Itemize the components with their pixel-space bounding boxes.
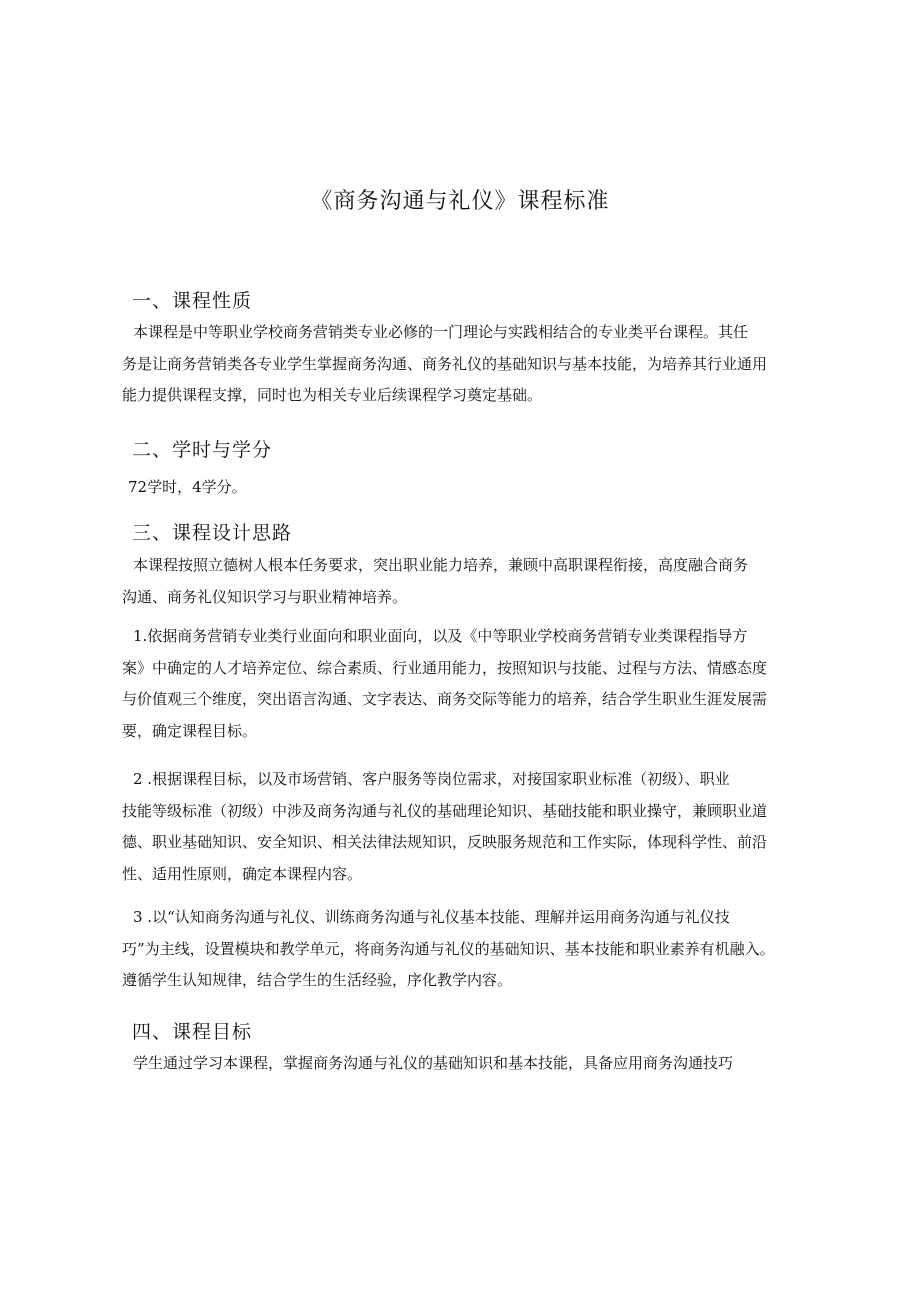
paragraph-line: 要，确定课程目标。 (122, 721, 258, 740)
paragraph-line: 3 .以“认知商务沟通与礼仪、训练商务沟通与礼仪基本技能、理解并运用商务沟通与礼仪技 (133, 908, 730, 926)
paragraph-line: 德、职业基础知识、安全知识、相关法律法规知识，反映服务规范和工作实际，体现科学性、前沿 (122, 833, 768, 851)
paragraph-line: 沟通、商务礼仪知识学习与职业精神培养。 (122, 587, 408, 606)
document-title: 《商务沟通与礼仪》课程标准 (310, 189, 610, 214)
paragraph-line: 2 .根据课程目标，以及市场营销、客户服务等岗位需求，对接国家职业标准（初级）、职业 (133, 770, 730, 788)
paragraph-design-point-2 (122, 764, 830, 890)
paragraph-line: 1.依据商务营销专业类行业面向和职业面向，以及《中等职业学校商务营销专业类课程指导方 (133, 627, 748, 645)
paragraph-line: 案》中确定的人才培养定位、综合素质、行业通用能力，按照知识与技能、过程与方法、情感态度 (122, 658, 768, 677)
paragraph-line: 72学时，4学分。 (128, 478, 247, 496)
paragraph-objectives (122, 1048, 830, 1080)
paragraph-line: 本课程按照立德树人根本任务要求，突出职业能力培养，兼顾中高职课程衔接，高度融合商务 (133, 556, 749, 574)
section-heading-hours-credits: 二、学时与学分 (132, 439, 273, 461)
paragraph-line: 学生通过学习本课程，掌握商务沟通与礼仪的基础知识和基本技能，具备应用商务沟通技巧 (133, 1054, 734, 1072)
paragraph-line: 巧”为主线，设置模块和教学单元，将商务沟通与礼仪的基础知识、基本技能和职业素养有机融入。 (122, 939, 775, 958)
paragraph-line: 遵循学生认知规律，结合学生的生活经验，序化教学内容。 (122, 971, 513, 989)
paragraph-design-point-3 (122, 902, 830, 997)
paragraph-nature (122, 317, 830, 412)
section-heading-objectives: 四、课程目标 (132, 1021, 253, 1043)
section-heading-design-ideas: 三、课程设计思路 (132, 522, 293, 544)
paragraph-line: 能力提供课程支撑，同时也为相关专业后续课程学习奠定基础。 (122, 386, 543, 404)
paragraph-line: 性、适用性原则，确定本课程内容。 (122, 864, 363, 883)
paragraph-design-point-1 (122, 621, 830, 747)
paragraph-line: 务是让商务营销类各专业学生掌握商务沟通、商务礼仪的基础知识与基本技能，为培养其行业通用 (122, 354, 768, 373)
paragraph-hours-credits (122, 472, 830, 504)
section-heading-nature: 一、课程性质 (132, 290, 253, 312)
paragraph-design-intro (122, 550, 830, 613)
paragraph-line: 本课程是中等职业学校商务营销类专业必修的一门理论与实践相结合的专业类平台课程。其任 (133, 323, 749, 341)
paragraph-line: 与价值观三个维度，突出语言沟通、文字表达、商务交际等能力的培养，结合学生职业生涯发展需 (122, 690, 768, 708)
paragraph-line: 技能等级标准（初级）中涉及商务沟通与礼仪的基础理论知识、基础技能和职业操守，兼顾职业道 (122, 801, 768, 820)
